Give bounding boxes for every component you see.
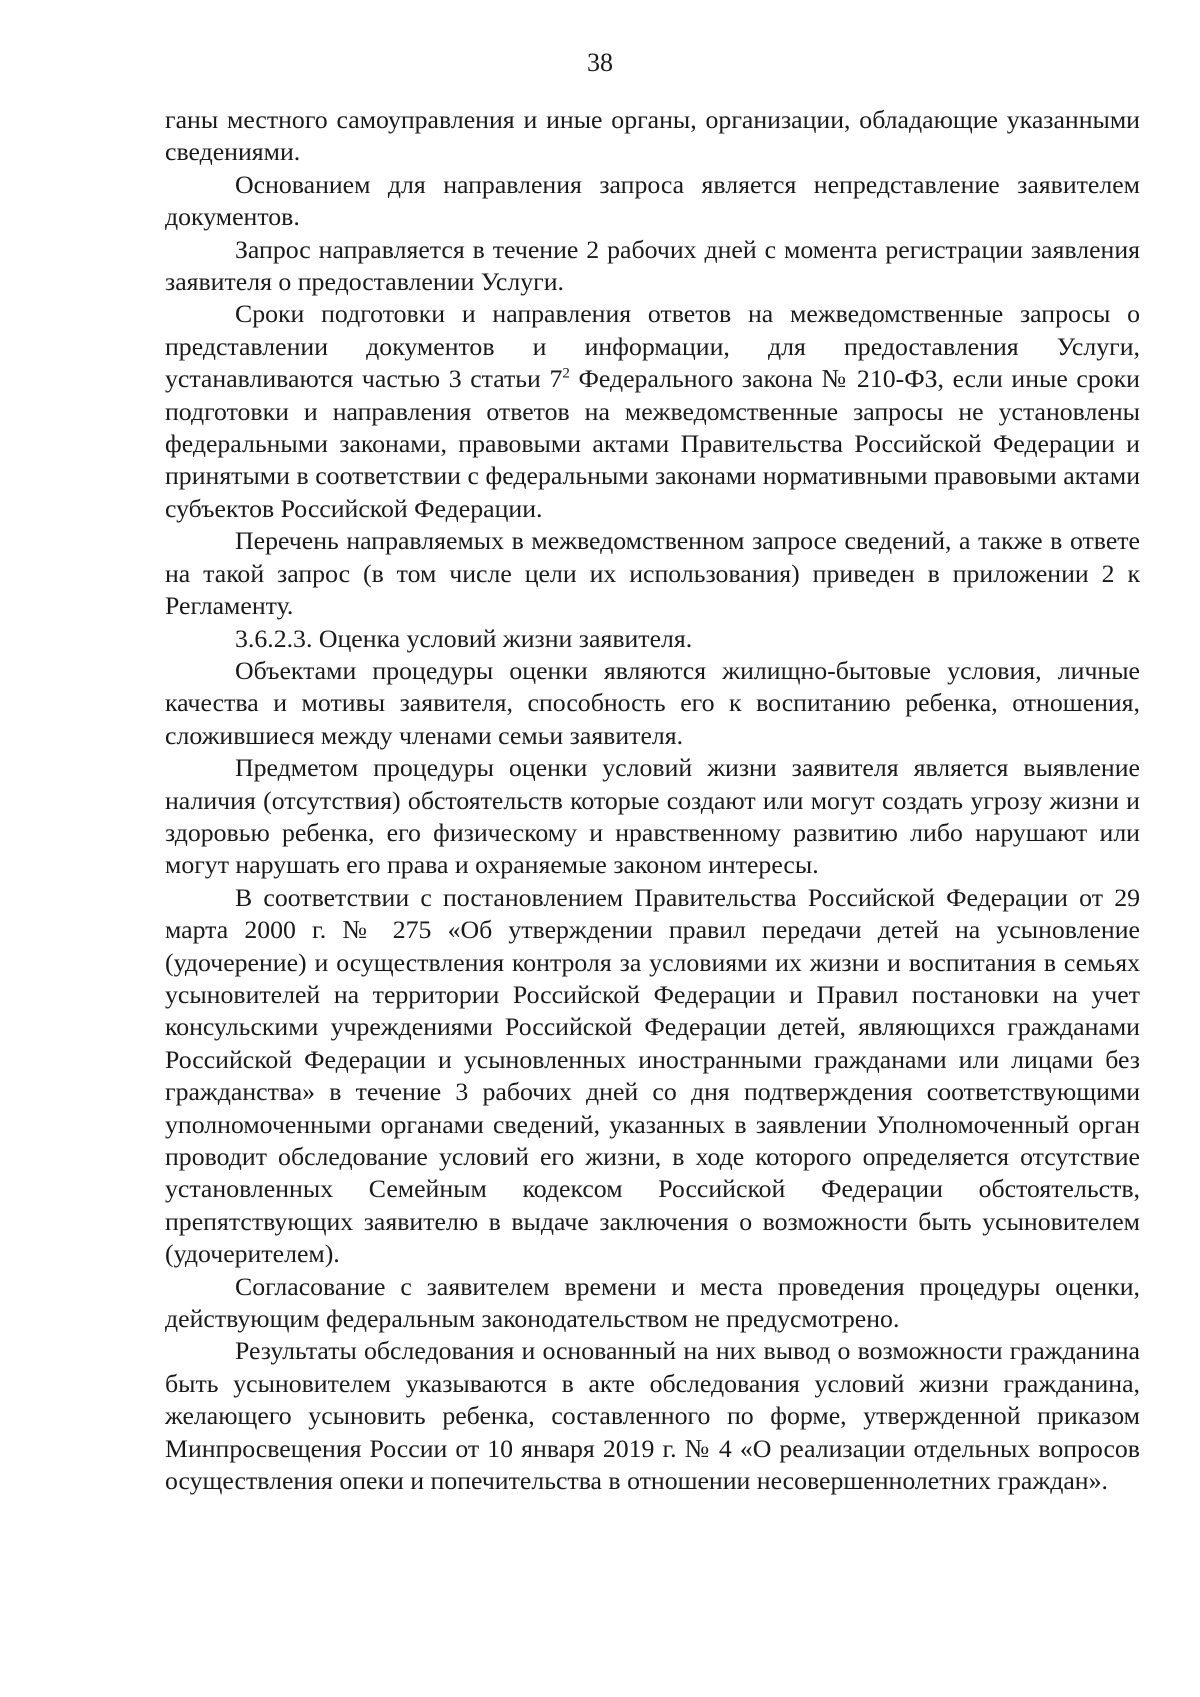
paragraph-government-decree: В соответствии с постановлением Правительства Российской Федерации от 29 марта 2000 г. № 275 «Об утверждении правил передачи детей на усыновление (удочерение) и осуществления контроля за условиями их жизни и воспитания в семьях усыновителей на территории Российской Федерации и Правил постановки на учет консульскими учреждениями Российской Федерации детей, являющихся гражданами Российской Федерации и усыновленных иностранными гражданами или лицами без гражданства» в течение 3 рабочих дней со дня подтверждения соответствующими уполномоченными органами сведений, указанных в заявлении Уполномоченный орган проводит обследование условий его жизни, в ходе которого определяется отсутствие установленных Семейным кодексом Российской Федерации обстоятельств, препятствующих заявителю в выдаче заключения о возможности быть усыновителем (удочерителем). bbox=[165, 882, 1140, 1269]
section-heading-3-6-2-3: 3.6.2.3. Оценка условий жизни заявителя. bbox=[235, 623, 693, 653]
paragraph-assessment-objects: Объектами процедуры оценки являются жилищно-бытовые условия, личные качества и мотивы заявителя, способность его к воспитанию ребенка, отношения, сложившиеся между членами семьи заявителя. bbox=[165, 655, 1140, 750]
paragraph-request-deadline: Запрос направляется в течение 2 рабочих дней с момента регистрации заявления заявителя о предоставлении Услуги. bbox=[165, 234, 1140, 297]
paragraph-response-terms-part1: Сроки подготовки и направления ответов на межведомственные запросы о представлении документов и информации, для предоставления Услуги, устанавливаются частью 3 статьи 7 bbox=[165, 299, 1140, 394]
paragraph-info-list: Перечень направляемых в межведомственном запросе сведений, а также в ответе на такой запрос (в том числе цели их использования) приведен в приложении 2 к Регламенту. bbox=[165, 526, 1140, 621]
paragraph-request-basis: Основанием для направления запроса является непредставление заявителем документов. bbox=[165, 169, 1140, 232]
paragraph-survey-results: Результаты обследования и основанный на них вывод о возможности гражданина быть усыновителем указываются в акте обследования условий жизни гражданина, желающего усыновить ребенка, составленного по форме, утвержденной приказом Минпросвещения России от 10 января 2019 г. № 4 «О реализации отдельных вопросов осуществления опеки и попечительства в отношении несовершеннолетних граждан». bbox=[165, 1336, 1140, 1496]
document-body bbox=[165, 104, 1140, 1497]
paragraph-assessment-subject: Предметом процедуры оценки условий жизни заявителя является выявление наличия (отсутствия) обстоятельств которые создают или могут создать угрозу жизни и здоровью ребенка, его физическому и нравственному развитию либо нарушают или могут нарушать его права и охраняемые законом интересы. bbox=[165, 753, 1140, 880]
page-number: 38 bbox=[587, 48, 613, 77]
paragraph-response-terms-part2: Федерального закона № 210-ФЗ, если иные сроки подготовки и направления ответов на межведомственные запросы не установлены федеральными законами, правовыми актами Правительства Российской Федерации и принятыми в соответствии с федеральными законами нормативными правовыми актами субъектов Российской Федерации. bbox=[165, 364, 1140, 523]
paragraph-coordination: Согласование с заявителем времени и места проведения процедуры оценки, действующим федеральным законодательством не предусмотрено. bbox=[165, 1271, 1140, 1334]
paragraph-response-terms bbox=[165, 298, 1140, 525]
paragraph-continuation: ганы местного самоуправления и иные органы, организации, обладающие указанными сведениями. bbox=[165, 105, 1140, 167]
superscript-article-number: 2 bbox=[562, 365, 570, 382]
